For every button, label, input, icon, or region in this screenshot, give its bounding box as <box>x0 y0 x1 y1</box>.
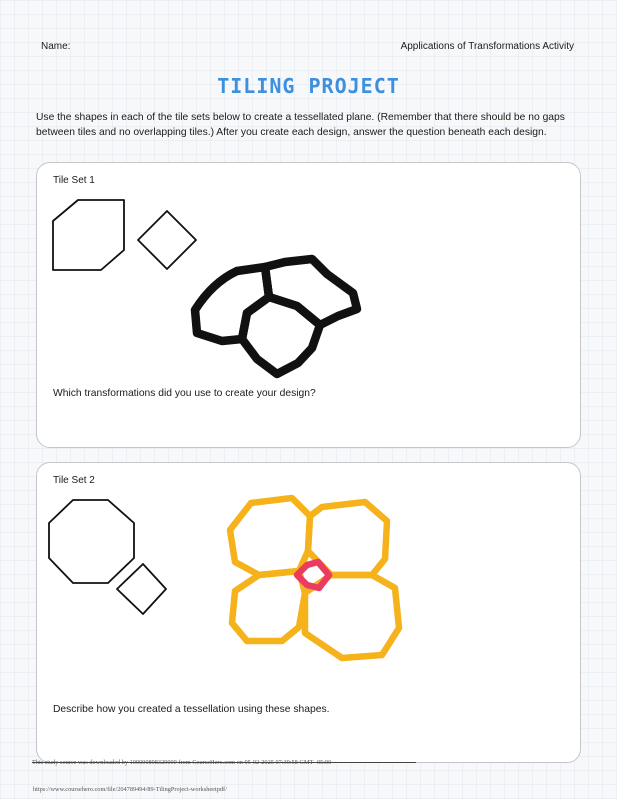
tile-set-2-label: Tile Set 2 <box>53 475 95 486</box>
tile-set-1-art <box>37 163 582 449</box>
download-note-strike <box>32 762 416 763</box>
tile-set-1-panel <box>36 162 581 448</box>
octagon-tile <box>49 500 134 583</box>
chamfered-hexagon-tile <box>53 200 124 270</box>
name-label: Name: <box>41 41 71 52</box>
instructions: Use the shapes in each of the tile sets below to create a tessellated plane. (Remember that there should be no gaps between tiles and no overlapping tiles.) After you create each design, answer the question beneath each design. <box>36 112 565 138</box>
drawn-octagon-top-left <box>230 498 310 575</box>
square-tile <box>138 211 196 269</box>
activity-title: Applications of Transformations Activity <box>400 41 574 52</box>
drawn-octagon-bottom-left <box>232 571 305 641</box>
tile-set-1-drawing <box>195 259 357 374</box>
tile-set-2-question: Describe how you created a tessellation using these shapes. <box>53 704 330 715</box>
source-url[interactable]: https://www.coursehero.com/file/204789494/89-TilingProject-worksheetpdf/ <box>33 786 227 793</box>
tile-set-1-label: Tile Set 1 <box>53 175 95 186</box>
small-square-tile <box>117 564 166 614</box>
tile-set-1-question: Which transformations did you use to create your design? <box>53 388 316 399</box>
tile-set-2-panel <box>36 462 581 763</box>
page-title: TILING PROJECT <box>217 74 400 98</box>
tile-set-2-art <box>37 463 582 764</box>
tile-set-2-drawing <box>230 498 399 658</box>
drawn-tile-bottom <box>242 297 320 374</box>
